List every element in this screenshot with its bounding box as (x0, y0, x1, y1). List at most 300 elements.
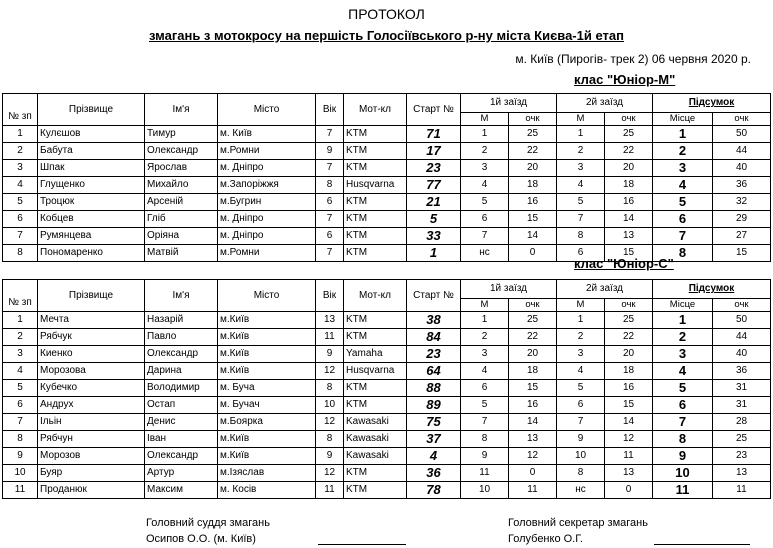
row-start-number: 21 (407, 194, 461, 211)
row-total-place: 3 (653, 346, 713, 363)
row-race1-pts: 15 (509, 211, 557, 228)
row-race2-pts: 15 (605, 397, 653, 414)
row-city: м.Ромни (218, 143, 316, 160)
row-num: 1 (3, 312, 38, 329)
row-num: 11 (3, 482, 38, 499)
col-moto: Мот-кл (344, 280, 407, 312)
row-start-number: 23 (407, 160, 461, 177)
row-race1-pts: 18 (509, 363, 557, 380)
row-race2-pts: 11 (605, 448, 653, 465)
row-surname: Бабута (38, 143, 145, 160)
row-city: м.Ромни (218, 245, 316, 262)
row-total-place: 1 (653, 126, 713, 143)
row-num: 6 (3, 211, 38, 228)
row-total-pts: 36 (713, 363, 771, 380)
row-surname: Киенко (38, 346, 145, 363)
row-total-pts: 50 (713, 312, 771, 329)
row-num: 7 (3, 228, 38, 245)
table-row (3, 143, 771, 160)
row-name: Денис (145, 414, 218, 431)
row-city: м. Косів (218, 482, 316, 499)
row-surname: Рябчун (38, 431, 145, 448)
row-city: м. Дніпро (218, 228, 316, 245)
row-city: м. Бучач (218, 397, 316, 414)
row-race1-pts: 20 (509, 160, 557, 177)
col-race1-pts: очк (509, 113, 557, 126)
row-total-place: 10 (653, 465, 713, 482)
row-name: Дарина (145, 363, 218, 380)
row-city: м. Дніпро (218, 211, 316, 228)
row-race2-pts: 25 (605, 126, 653, 143)
row-age: 13 (316, 312, 344, 329)
row-total-place: 4 (653, 177, 713, 194)
col-start: Старт № (407, 280, 461, 312)
row-race2-m: 10 (557, 448, 605, 465)
row-moto: KTM (344, 160, 407, 177)
col-start: Старт № (407, 94, 461, 126)
row-start-number: 64 (407, 363, 461, 380)
row-race1-pts: 11 (509, 482, 557, 499)
row-start-number: 23 (407, 346, 461, 363)
row-name: Арсеній (145, 194, 218, 211)
row-name: Остап (145, 397, 218, 414)
row-num: 2 (3, 143, 38, 160)
row-age: 11 (316, 329, 344, 346)
col-surname: Прізвище (38, 94, 145, 126)
row-moto: KTM (344, 482, 407, 499)
row-moto: Husqvarna (344, 177, 407, 194)
row-start-number: 75 (407, 414, 461, 431)
col-total-pts: очк (713, 113, 771, 126)
row-total-pts: 44 (713, 329, 771, 346)
row-name: Іван (145, 431, 218, 448)
row-city: м. Буча (218, 380, 316, 397)
row-name: Тимур (145, 126, 218, 143)
row-name: Павло (145, 329, 218, 346)
row-surname: Буяр (38, 465, 145, 482)
row-race1-pts: 22 (509, 329, 557, 346)
class-title-junior-m: клас "Юніор-М" (574, 72, 676, 87)
row-race2-m: 6 (557, 245, 605, 262)
row-race2-pts: 0 (605, 482, 653, 499)
row-surname: Кобцев (38, 211, 145, 228)
row-total-place: 5 (653, 194, 713, 211)
row-race2-m: 5 (557, 194, 605, 211)
row-total-pts: 25 (713, 431, 771, 448)
row-age: 8 (316, 177, 344, 194)
row-race2-m: 4 (557, 363, 605, 380)
row-start-number: 77 (407, 177, 461, 194)
col-race1: 1й заїзд (461, 94, 557, 113)
row-race2-m: 1 (557, 126, 605, 143)
row-age: 8 (316, 380, 344, 397)
row-age: 12 (316, 363, 344, 380)
row-num: 10 (3, 465, 38, 482)
competition-subtitle: змагань з мотокросу на першість Голосіївського р-ну міста Києва-1й етап (149, 28, 624, 43)
row-age: 6 (316, 228, 344, 245)
row-surname: Пономаренко (38, 245, 145, 262)
row-race2-m: 3 (557, 346, 605, 363)
row-start-number: 37 (407, 431, 461, 448)
row-race1-pts: 14 (509, 414, 557, 431)
row-start-number: 17 (407, 143, 461, 160)
row-city: м.Ізяслав (218, 465, 316, 482)
row-total-place: 4 (653, 363, 713, 380)
row-name: Олександр (145, 346, 218, 363)
row-race1-pts: 25 (509, 126, 557, 143)
row-moto: KTM (344, 211, 407, 228)
row-total-pts: 31 (713, 397, 771, 414)
row-race1-pts: 18 (509, 177, 557, 194)
row-surname: Мечта (38, 312, 145, 329)
row-num: 9 (3, 448, 38, 465)
col-surname: Прізвище (38, 280, 145, 312)
row-age: 9 (316, 346, 344, 363)
row-age: 11 (316, 482, 344, 499)
row-surname: Рябчук (38, 329, 145, 346)
col-name: Ім'я (145, 94, 218, 126)
row-start-number: 84 (407, 329, 461, 346)
row-name: Олександр (145, 448, 218, 465)
row-city: м.Київ (218, 363, 316, 380)
row-age: 7 (316, 126, 344, 143)
row-age: 6 (316, 194, 344, 211)
row-total-pts: 32 (713, 194, 771, 211)
row-race1-m: 1 (461, 126, 509, 143)
row-race1-pts: 16 (509, 397, 557, 414)
row-total-place: 7 (653, 414, 713, 431)
row-total-pts: 40 (713, 160, 771, 177)
row-num: 6 (3, 397, 38, 414)
row-total-place: 2 (653, 329, 713, 346)
row-race2-m: 7 (557, 414, 605, 431)
row-age: 12 (316, 465, 344, 482)
table-row (3, 431, 771, 448)
row-surname: Проданюк (38, 482, 145, 499)
row-start-number: 78 (407, 482, 461, 499)
row-city: м. Дніпро (218, 160, 316, 177)
row-race1-m: 11 (461, 465, 509, 482)
col-total-place: Місце (653, 299, 713, 312)
row-race2-pts: 16 (605, 194, 653, 211)
row-surname: Кулєшов (38, 126, 145, 143)
row-age: 8 (316, 431, 344, 448)
row-moto: KTM (344, 329, 407, 346)
row-start-number: 38 (407, 312, 461, 329)
row-race2-pts: 14 (605, 414, 653, 431)
row-name: Оріяна (145, 228, 218, 245)
row-start-number: 71 (407, 126, 461, 143)
row-race1-m: 2 (461, 329, 509, 346)
row-race1-m: 7 (461, 414, 509, 431)
place-date: м. Київ (Пирогів- трек 2) 06 червня 2020 р. (515, 52, 751, 66)
row-race1-m: 3 (461, 160, 509, 177)
col-race2-m: М (557, 299, 605, 312)
table-row (3, 448, 771, 465)
row-surname: Морозов (38, 448, 145, 465)
row-total-pts: 40 (713, 346, 771, 363)
row-city: м.Запоріжжя (218, 177, 316, 194)
row-total-pts: 50 (713, 126, 771, 143)
row-race1-pts: 13 (509, 431, 557, 448)
row-race1-m: 1 (461, 312, 509, 329)
table-row (3, 228, 771, 245)
row-race2-m: 4 (557, 177, 605, 194)
row-total-place: 6 (653, 211, 713, 228)
row-moto: KTM (344, 126, 407, 143)
table-row (3, 160, 771, 177)
row-num: 7 (3, 414, 38, 431)
col-race2: 2й заїзд (557, 280, 653, 299)
row-race2-m: нс (557, 482, 605, 499)
row-city: м. Київ (218, 126, 316, 143)
row-race2-pts: 18 (605, 177, 653, 194)
col-num: № зп (3, 94, 38, 126)
row-race2-m: 9 (557, 431, 605, 448)
secretary-name: Голубенко О.Г. (508, 533, 583, 545)
row-num: 4 (3, 177, 38, 194)
row-city: м.Бугрин (218, 194, 316, 211)
row-total-place: 7 (653, 228, 713, 245)
row-total-place: 5 (653, 380, 713, 397)
row-start-number: 1 (407, 245, 461, 262)
table-row (3, 126, 771, 143)
col-total-pts: очк (713, 299, 771, 312)
row-total-place: 11 (653, 482, 713, 499)
row-name: Гліб (145, 211, 218, 228)
row-surname: Ільін (38, 414, 145, 431)
row-moto: Kawasaki (344, 448, 407, 465)
row-num: 3 (3, 160, 38, 177)
row-race1-pts: 0 (509, 465, 557, 482)
row-race1-m: 2 (461, 143, 509, 160)
row-race2-m: 6 (557, 397, 605, 414)
col-race2-pts: очк (605, 299, 653, 312)
col-age: Вік (316, 94, 344, 126)
row-start-number: 89 (407, 397, 461, 414)
row-city: м.Київ (218, 329, 316, 346)
row-surname: Глущенко (38, 177, 145, 194)
row-race1-pts: 25 (509, 312, 557, 329)
row-total-pts: 29 (713, 211, 771, 228)
col-race1-m: М (461, 299, 509, 312)
row-race2-pts: 12 (605, 431, 653, 448)
col-race2-pts: очк (605, 113, 653, 126)
row-race2-pts: 18 (605, 363, 653, 380)
row-surname: Морозова (38, 363, 145, 380)
table-row (3, 363, 771, 380)
row-race1-m: 5 (461, 194, 509, 211)
row-total-pts: 44 (713, 143, 771, 160)
row-name: Матвій (145, 245, 218, 262)
row-age: 9 (316, 143, 344, 160)
row-start-number: 36 (407, 465, 461, 482)
row-total-pts: 11 (713, 482, 771, 499)
row-total-place: 2 (653, 143, 713, 160)
col-city: Місто (218, 94, 316, 126)
row-total-place: 8 (653, 245, 713, 262)
row-race2-pts: 13 (605, 465, 653, 482)
row-total-pts: 31 (713, 380, 771, 397)
row-total-place: 8 (653, 431, 713, 448)
table-row (3, 329, 771, 346)
row-total-pts: 13 (713, 465, 771, 482)
secretary-title: Головний секретар змагань (508, 517, 648, 529)
row-race2-pts: 25 (605, 312, 653, 329)
table-row (3, 194, 771, 211)
col-name: Ім'я (145, 280, 218, 312)
row-race2-m: 1 (557, 312, 605, 329)
row-city: м.Боярка (218, 414, 316, 431)
row-moto: Kawasaki (344, 414, 407, 431)
row-num: 3 (3, 346, 38, 363)
row-total-place: 9 (653, 448, 713, 465)
row-moto: KTM (344, 143, 407, 160)
table-row (3, 346, 771, 363)
row-moto: Yamaha (344, 346, 407, 363)
row-race1-m: 8 (461, 431, 509, 448)
table-row (3, 177, 771, 194)
row-race2-pts: 14 (605, 211, 653, 228)
row-race2-pts: 22 (605, 143, 653, 160)
table-row (3, 312, 771, 329)
row-total-pts: 27 (713, 228, 771, 245)
row-num: 8 (3, 431, 38, 448)
col-race2-m: М (557, 113, 605, 126)
row-race1-m: 3 (461, 346, 509, 363)
row-start-number: 88 (407, 380, 461, 397)
row-race1-m: 9 (461, 448, 509, 465)
row-race2-pts: 13 (605, 228, 653, 245)
row-race2-m: 2 (557, 143, 605, 160)
row-race2-pts: 22 (605, 329, 653, 346)
row-surname: Андрух (38, 397, 145, 414)
row-moto: Kawasaki (344, 431, 407, 448)
row-city: м.Київ (218, 312, 316, 329)
row-start-number: 4 (407, 448, 461, 465)
judge-title: Головний суддя змагань (146, 517, 270, 529)
col-age: Вік (316, 280, 344, 312)
judge-signature-line (318, 544, 406, 545)
row-name: Ярослав (145, 160, 218, 177)
row-moto: KTM (344, 245, 407, 262)
row-race1-pts: 14 (509, 228, 557, 245)
row-age: 7 (316, 245, 344, 262)
row-city: м.Київ (218, 346, 316, 363)
row-moto: KTM (344, 397, 407, 414)
row-race2-m: 3 (557, 160, 605, 177)
row-total-place: 1 (653, 312, 713, 329)
row-race2-m: 2 (557, 329, 605, 346)
row-moto: KTM (344, 228, 407, 245)
row-total-pts: 23 (713, 448, 771, 465)
col-num: № зп (3, 280, 38, 312)
row-race1-pts: 22 (509, 143, 557, 160)
row-race2-m: 5 (557, 380, 605, 397)
row-name: Артур (145, 465, 218, 482)
secretary-signature-line (654, 544, 750, 545)
row-city: м.Київ (218, 448, 316, 465)
row-race1-pts: 15 (509, 380, 557, 397)
row-race1-m: 4 (461, 177, 509, 194)
row-moto: KTM (344, 465, 407, 482)
row-city: м.Київ (218, 431, 316, 448)
row-race1-pts: 12 (509, 448, 557, 465)
row-surname: Румянцева (38, 228, 145, 245)
row-surname: Шпак (38, 160, 145, 177)
col-race2: 2й заїзд (557, 94, 653, 113)
class-title-junior-s: клас "Юніор-С" (574, 256, 674, 271)
row-moto: KTM (344, 312, 407, 329)
row-total-place: 6 (653, 397, 713, 414)
row-name: Максим (145, 482, 218, 499)
row-race2-m: 8 (557, 465, 605, 482)
row-age: 7 (316, 211, 344, 228)
col-race1-pts: очк (509, 299, 557, 312)
row-race2-pts: 20 (605, 346, 653, 363)
row-race1-m: нс (461, 245, 509, 262)
row-num: 5 (3, 194, 38, 211)
row-total-pts: 15 (713, 245, 771, 262)
col-total-place: Місце (653, 113, 713, 126)
table-row (3, 465, 771, 482)
row-race2-pts: 15 (605, 245, 653, 262)
row-race2-pts: 20 (605, 160, 653, 177)
row-num: 2 (3, 329, 38, 346)
row-race1-pts: 16 (509, 194, 557, 211)
results-table-junior-m (2, 93, 771, 262)
row-total-pts: 36 (713, 177, 771, 194)
row-race1-m: 6 (461, 211, 509, 228)
table-row (3, 414, 771, 431)
row-total-place: 3 (653, 160, 713, 177)
col-moto: Мот-кл (344, 94, 407, 126)
row-race2-m: 8 (557, 228, 605, 245)
protocol-title: ПРОТОКОЛ (348, 6, 425, 22)
row-race1-pts: 20 (509, 346, 557, 363)
row-surname: Троцюк (38, 194, 145, 211)
row-total-pts: 28 (713, 414, 771, 431)
row-race1-m: 4 (461, 363, 509, 380)
row-name: Михайло (145, 177, 218, 194)
row-race2-pts: 16 (605, 380, 653, 397)
row-name: Олександр (145, 143, 218, 160)
results-table-junior-s (2, 279, 771, 499)
table-row (3, 482, 771, 499)
row-age: 12 (316, 414, 344, 431)
row-race2-m: 7 (557, 211, 605, 228)
row-race1-m: 7 (461, 228, 509, 245)
col-city: Місто (218, 280, 316, 312)
row-name: Володимир (145, 380, 218, 397)
row-start-number: 33 (407, 228, 461, 245)
row-race1-m: 6 (461, 380, 509, 397)
row-race1-m: 5 (461, 397, 509, 414)
row-moto: KTM (344, 194, 407, 211)
row-age: 7 (316, 160, 344, 177)
row-num: 8 (3, 245, 38, 262)
table-row (3, 397, 771, 414)
row-name: Назарій (145, 312, 218, 329)
col-race1: 1й заїзд (461, 280, 557, 299)
row-age: 10 (316, 397, 344, 414)
row-moto: KTM (344, 380, 407, 397)
row-num: 4 (3, 363, 38, 380)
table-row (3, 211, 771, 228)
table-row (3, 380, 771, 397)
col-total: Підсумок (653, 94, 771, 113)
row-race1-m: 10 (461, 482, 509, 499)
